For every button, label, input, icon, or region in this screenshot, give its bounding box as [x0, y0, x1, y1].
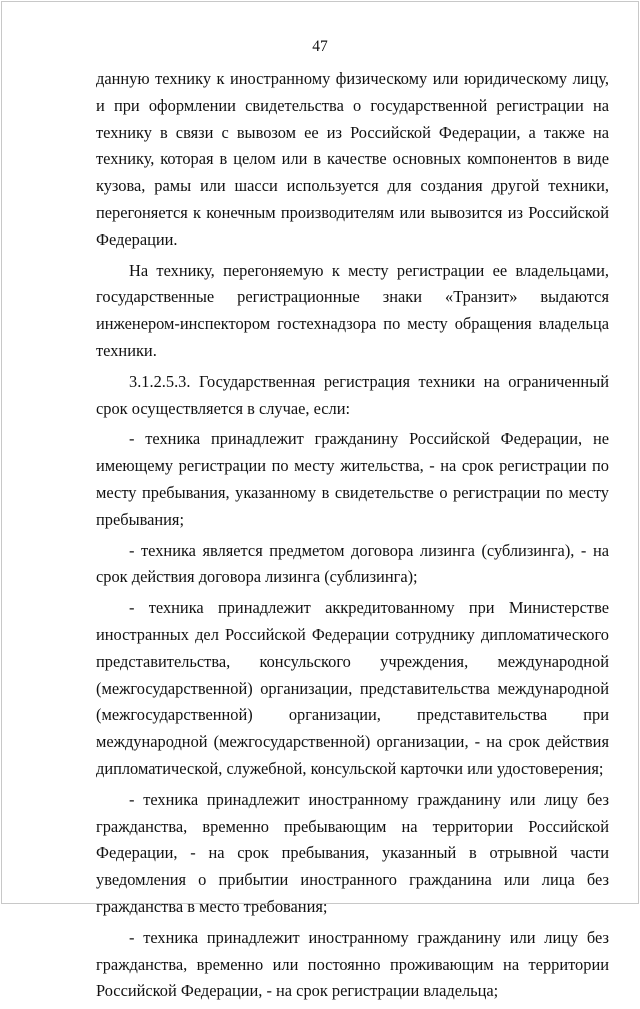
- list-item-leasing: - техника является предметом договора лизинга (сублизинга), - на срок действия договора лизинга (сублизинга);: [96, 540, 609, 587]
- paragraph-section-3-1-2-5-3: 3.1.2.5.3. Государственная регистрация техники на ограниченный срок осуществляется в случае, если:: [96, 371, 609, 418]
- paragraph-transit-plates: На технику, перегоняемую к месту регистрации ее владельцами, государственные регистрационные знаки «Транзит» выдаются инженером-инспектором гостехнадзора по месту обращения владельца техники.: [96, 260, 609, 360]
- list-item-temporary-stay: - техника принадлежит иностранному гражданину или лицу без гражданства, временно пребывающим на территории Российской Федерации, - на срок пребывания, указанный в отрывной части уведомления о прибытии иностранного гражданина или лица без гражданства в место требования;: [96, 789, 609, 916]
- list-item-temporary-or-permanent-residence: - техника принадлежит иностранному гражданину или лицу без гражданства, временно или постоянно проживающим на территории Российской Федерации, - на срок регистрации владельца;: [96, 927, 609, 1001]
- list-item-citizen-no-residence: - техника принадлежит гражданину Российской Федерации, не имеющему регистрации по месту жительства, - на срок регистрации по месту пребывания, указанному в свидетельстве о регистрации по месту пребывания;: [96, 429, 609, 529]
- page-number: 47: [312, 38, 328, 55]
- document-body: [96, 66, 609, 1009]
- list-item-diplomatic-staff: - техника принадлежит аккредитованному при Министерстве иностранных дел Российской Федерации сотруднику дипломатического представительства, консульского учреждения, международной (межгосударственной) организации, представительства международной (межгосударственной) организации, представительства при международной (межгосударственной) организации, - на срок действия дипломатической, служебной, консульской карточки или удостоверения;: [96, 598, 609, 778]
- paragraph-continuation: данную технику к иностранному физическому или юридическому лицу, и при оформлении свидетельства о государственной регистрации на технику в связи с вывозом ее из Российской Федерации, а также на технику, которая в целом или в качестве основных компонентов в виде кузова, рамы или шасси используется для создания другой техники, перегоняется к конечным производителям или вывозится из Российской Федерации.: [96, 69, 609, 249]
